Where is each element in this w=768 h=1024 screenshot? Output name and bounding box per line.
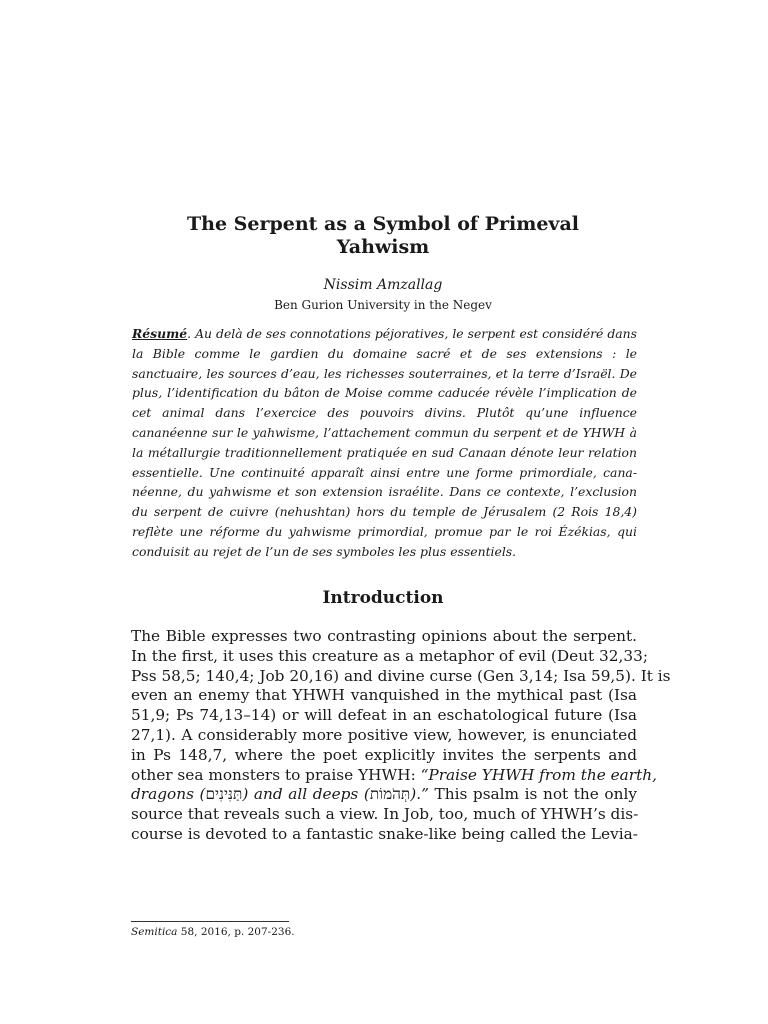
body-line-10: source that reveals such a view. In Job, too, much of YHWH’s dis- [131, 805, 639, 824]
abstract [132, 324, 637, 562]
title-line-2: Yahwism [336, 236, 430, 258]
body-line-11: course is devoted to a fantastic snake-like being called the Levia- [131, 824, 638, 843]
footnote-rule [131, 921, 289, 922]
hebrew-word-tehomot: תְּהֹמוֹת [369, 785, 411, 804]
body-line-7: in Ps 148,7, where the poet explicitly invites the serpents and [131, 745, 637, 764]
section-heading-introduction: Introduction [322, 588, 444, 608]
citation-details: 58, 2016, p. 207-236. [177, 926, 295, 938]
body-line-4: even an enemy that YHWH vanquished in the mythical past (Isa [131, 686, 637, 705]
body-line-9-text: This psalm is not the only [428, 785, 637, 804]
hebrew-word-tanninim: תַּנִּינִים [205, 785, 243, 804]
author-affiliation: Ben Gurion University in the Negev [274, 298, 492, 312]
abstract-label-dot: . [187, 326, 196, 341]
journal-name: Semitica [131, 926, 178, 938]
body-line-3: Pss 58,5; 140,4; Job 20,16) and divine curse (Gen 3,14; Isa 59,5). It is [131, 666, 671, 685]
author-name: Nissim Amzallag [323, 277, 443, 293]
abstract-label: Résumé [132, 326, 188, 341]
psalm-quote-deeps: ) and all deeps ( [242, 785, 370, 804]
body-line-6: 27,1). A considerably more positive view, however, is enunciated [131, 725, 637, 744]
abstract-text: Au delà de ses connotations péjoratives, le serpent est considéré dans la Bible comme le gardien du domaine sacré et de ses extensions : le sanctuaire, les sources d’eau, les richesses souterraines, et la terre d’Israël. De plus, l’identification du bâton de Moise comme caducée révèle l’implication de cet animal dans l’exercice des pouvoirs divins. Plutôt qu’une influence cananéenne sur le yahwisme, l’attachement commun du serpent et de YHWH à la métallurgie traditionnellement pratiquée en sud Canaan dénote leur relation essentielle. Une continuité apparaît ainsi entre une forme primordiale, cananéenne, du yahwisme et son extension israélite. Dans ce contexte, l’exclusion du serpent de cuivre (nehushtan) hors du temple de Jérusalem (2 Rois 18,4) reflète une réforme du yahwisme primordial, promue par le roi Ézékias, qui conduisit au rejet de l’un de ses symboles les plus essentiels. [132, 326, 637, 559]
footnote-citation [131, 925, 295, 939]
psalm-quote-start: “Praise YHWH from the earth, [420, 765, 657, 784]
title-line-1: The Serpent as a Symbol of Primeval [187, 213, 579, 235]
body-line-2: In the first, it uses this creature as a metaphor of evil (Deut 32,33; [131, 646, 648, 665]
body-line-5: 51,9; Ps 74,13–14) or will defeat in an eschatological future (Isa [131, 706, 637, 725]
body-line-9 [131, 785, 637, 805]
psalm-quote-end: ).” [410, 785, 429, 804]
introduction-paragraph [131, 627, 671, 845]
article-title [130, 213, 636, 259]
body-line-1: The Bible expresses two contrasting opinions about the serpent. [131, 627, 637, 645]
body-line-8 [131, 765, 657, 786]
psalm-quote-dragons: dragons ( [131, 785, 206, 804]
body-line-8-text: other sea monsters to praise YHWH: [131, 765, 421, 784]
